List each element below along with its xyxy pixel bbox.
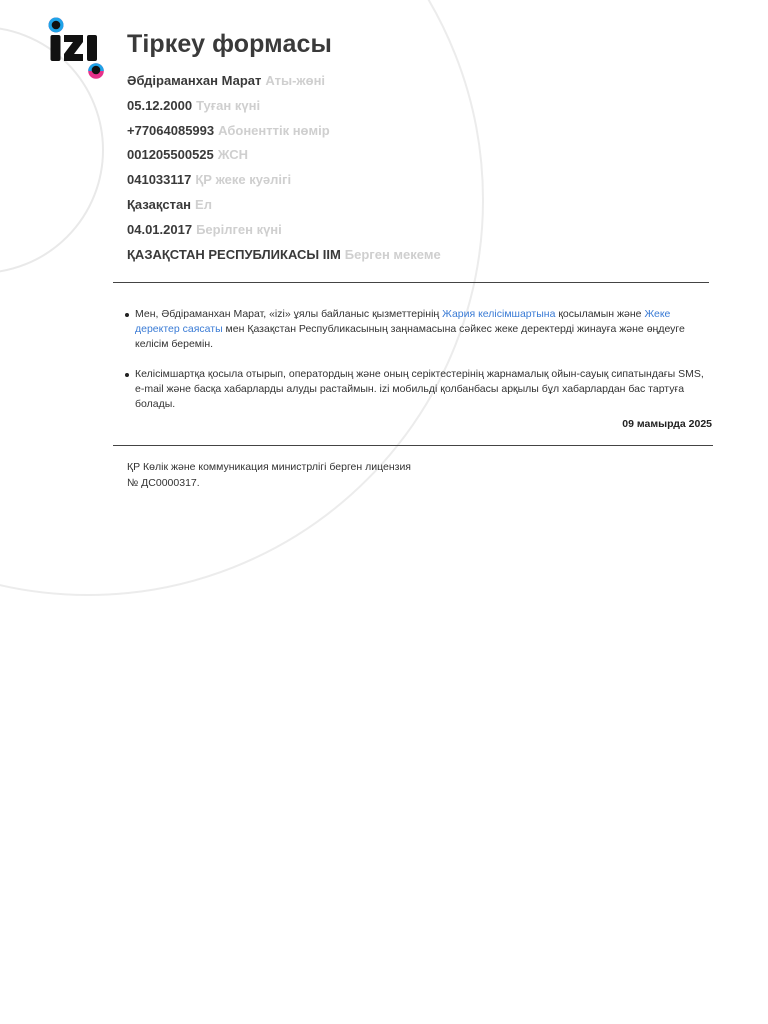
field-id-card <box>127 171 707 196</box>
license-line-1: ҚР Көлік және коммуникация министрлігі берген лицензия <box>127 461 411 473</box>
field-birth-date <box>127 97 707 122</box>
field-country <box>127 196 707 221</box>
field-value: 001205500525 <box>127 147 214 163</box>
izi-logo <box>44 14 110 82</box>
field-issuing-authority <box>127 246 707 271</box>
field-label: Берілген күні <box>196 221 282 237</box>
field-subscriber-number <box>127 122 707 147</box>
field-label: Берген мекеме <box>344 246 441 262</box>
public-agreement-link[interactable]: Жария келісімшартына <box>442 308 556 320</box>
registration-fields <box>127 72 707 270</box>
privacy-policy-link[interactable]: Жеке деректер саясаты <box>135 308 671 336</box>
field-value: Қазақстан <box>127 196 192 212</box>
field-label: Абоненттік нөмір <box>218 122 330 138</box>
field-value: 05.12.2000 <box>127 97 193 113</box>
field-label: Туған күні <box>196 97 261 113</box>
license-info <box>127 460 411 491</box>
field-label: ҚР жеке куәлігі <box>195 172 292 188</box>
field-value: Әбдіраманхан Марат <box>127 73 262 88</box>
field-label: ЖСН <box>217 147 248 163</box>
field-value: ҚАЗАҚСТАН РЕСПУБЛИКАСЫ ІІМ <box>127 246 341 262</box>
bullet-icon <box>125 373 129 377</box>
divider-top <box>113 282 709 283</box>
consent-text-before: Мен, Әбдіраманхан Марат, «izi» ұялы байланыс қызметтерінің <box>135 308 443 320</box>
consent-text-after: мен Қазақстан Республикасының заңнамасына сәйкес жеке деректерді жинауға және өңдеуге келісім беремін. <box>135 323 685 351</box>
consent-item-marketing <box>124 367 714 413</box>
field-label: Аты-жөні <box>265 73 326 88</box>
consent-marketing-text: Келісімшартқа қосыла отырып, оператордың және оның серіктестерінің жарнамалық ойын-сауық сипатындағы SMS, e-mail және басқа хабарларды алуды растаймын. izi мобильді қолбанбасы арқылы бұл хабарлардан бас тартуға болады. <box>135 367 704 411</box>
consent-item-data-processing <box>124 307 714 353</box>
field-value: 04.01.2017 <box>127 221 193 237</box>
divider-bottom <box>113 445 713 446</box>
bullet-icon <box>125 313 129 317</box>
signature-date: 09 мамырда 2025 <box>622 418 712 430</box>
field-iin <box>127 146 707 171</box>
field-value: +77064085993 <box>127 122 215 138</box>
field-full-name <box>127 72 707 97</box>
field-label: Ел <box>195 196 212 212</box>
page-title: Тіркеу формасы <box>127 30 332 58</box>
consent-text-middle: қосыламын және <box>555 308 645 320</box>
izi-logo-mark <box>44 14 110 82</box>
license-line-2: № ДС0000317. <box>127 476 200 489</box>
consent-list <box>124 307 714 426</box>
field-issue-date <box>127 221 707 246</box>
field-value: 041033117 <box>127 172 192 188</box>
